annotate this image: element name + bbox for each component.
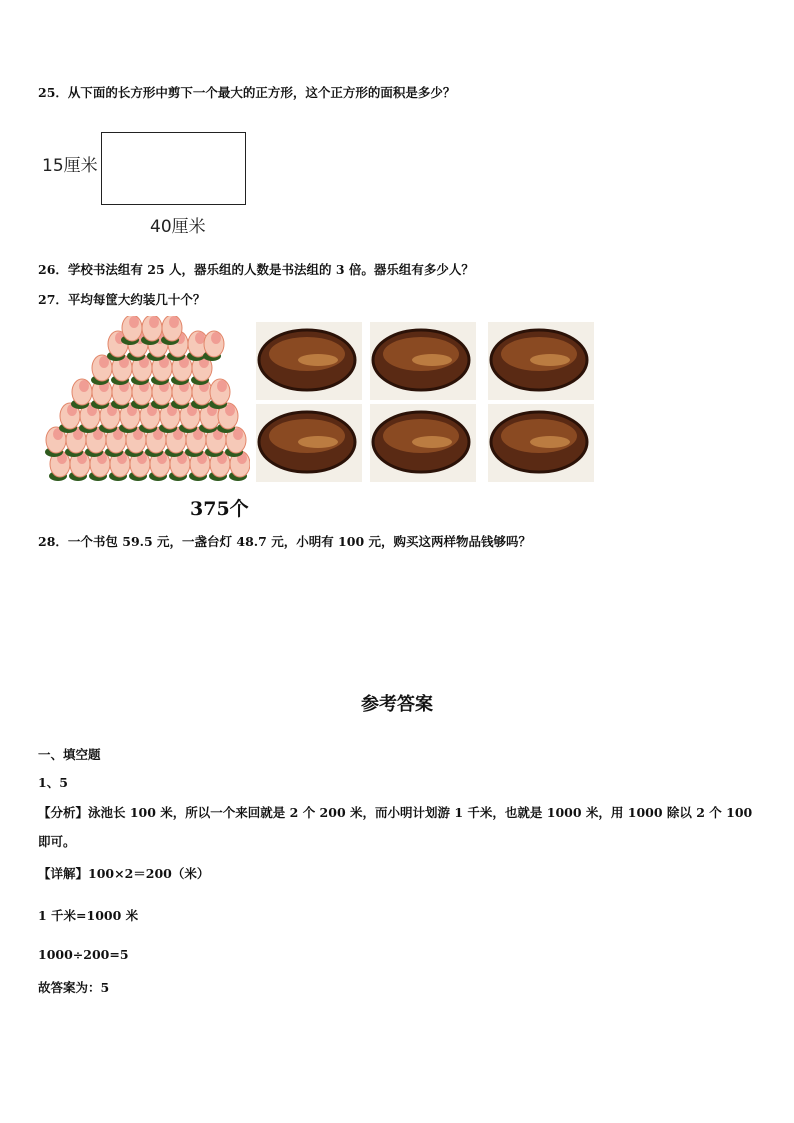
step-line-2: 1000÷200=5 bbox=[38, 947, 129, 962]
basket-shine bbox=[530, 354, 570, 366]
question-26: 26．学校书法组有 25 人，器乐组的人数是书法组的 3 倍。器乐组有多少人？ bbox=[38, 262, 474, 277]
peach-blush bbox=[149, 316, 159, 328]
basket-inner bbox=[269, 419, 345, 453]
peach-blush bbox=[169, 316, 179, 328]
analysis-line-2: 即可。 bbox=[38, 834, 76, 849]
detail-line: 【详解】100×2＝200（米） bbox=[38, 866, 210, 881]
question-25: 25．从下面的长方形中剪下一个最大的正方形，这个正方形的面积是多少？ bbox=[38, 85, 456, 100]
basket-inner bbox=[501, 419, 577, 453]
rectangle-height-label: 15厘米 bbox=[42, 156, 98, 176]
analysis-line-1: 【分析】泳池长 100 米，所以一个来回就是 2 个 200 米，而小明计划游 1 千米，也就是 1000 米，用 1000 除以 2 个 100 bbox=[38, 805, 753, 820]
peach-blush bbox=[79, 380, 89, 392]
conclusion-line: 故答案为：5 bbox=[38, 980, 110, 995]
step-line-1: 1 千米=1000 米 bbox=[38, 908, 139, 923]
basket-inner bbox=[269, 337, 345, 371]
peach-count-label: 375个 bbox=[190, 498, 249, 520]
peach-pile-image bbox=[44, 316, 250, 484]
basket-inner bbox=[383, 419, 459, 453]
peach-blush bbox=[217, 380, 227, 392]
basket-shine bbox=[530, 436, 570, 448]
answer-item-1: 1、5 bbox=[38, 775, 68, 790]
question-28: 28．一个书包 59.5 元，一盏台灯 48.7 元，小明有 100 元，购买这两样物品钱够吗？ bbox=[38, 534, 531, 549]
answers-title: 参考答案 bbox=[361, 694, 433, 715]
basket-shine bbox=[298, 354, 338, 366]
rectangle-width-label: 40厘米 bbox=[150, 217, 206, 237]
basket-shine bbox=[412, 436, 452, 448]
peach-blush bbox=[195, 332, 205, 344]
baskets-image bbox=[256, 322, 594, 484]
question-27: 27．平均每筐大约装几十个？ bbox=[38, 292, 206, 307]
basket-shine bbox=[298, 436, 338, 448]
section-heading: 一、填空题 bbox=[38, 747, 101, 762]
peach-blush bbox=[233, 428, 243, 440]
rectangle-figure bbox=[101, 132, 246, 205]
peach-blush bbox=[99, 356, 109, 368]
peach-blush bbox=[225, 404, 235, 416]
peach-blush bbox=[211, 332, 221, 344]
basket-shine bbox=[412, 354, 452, 366]
basket-inner bbox=[501, 337, 577, 371]
peach-blush bbox=[129, 316, 139, 328]
basket-inner bbox=[383, 337, 459, 371]
